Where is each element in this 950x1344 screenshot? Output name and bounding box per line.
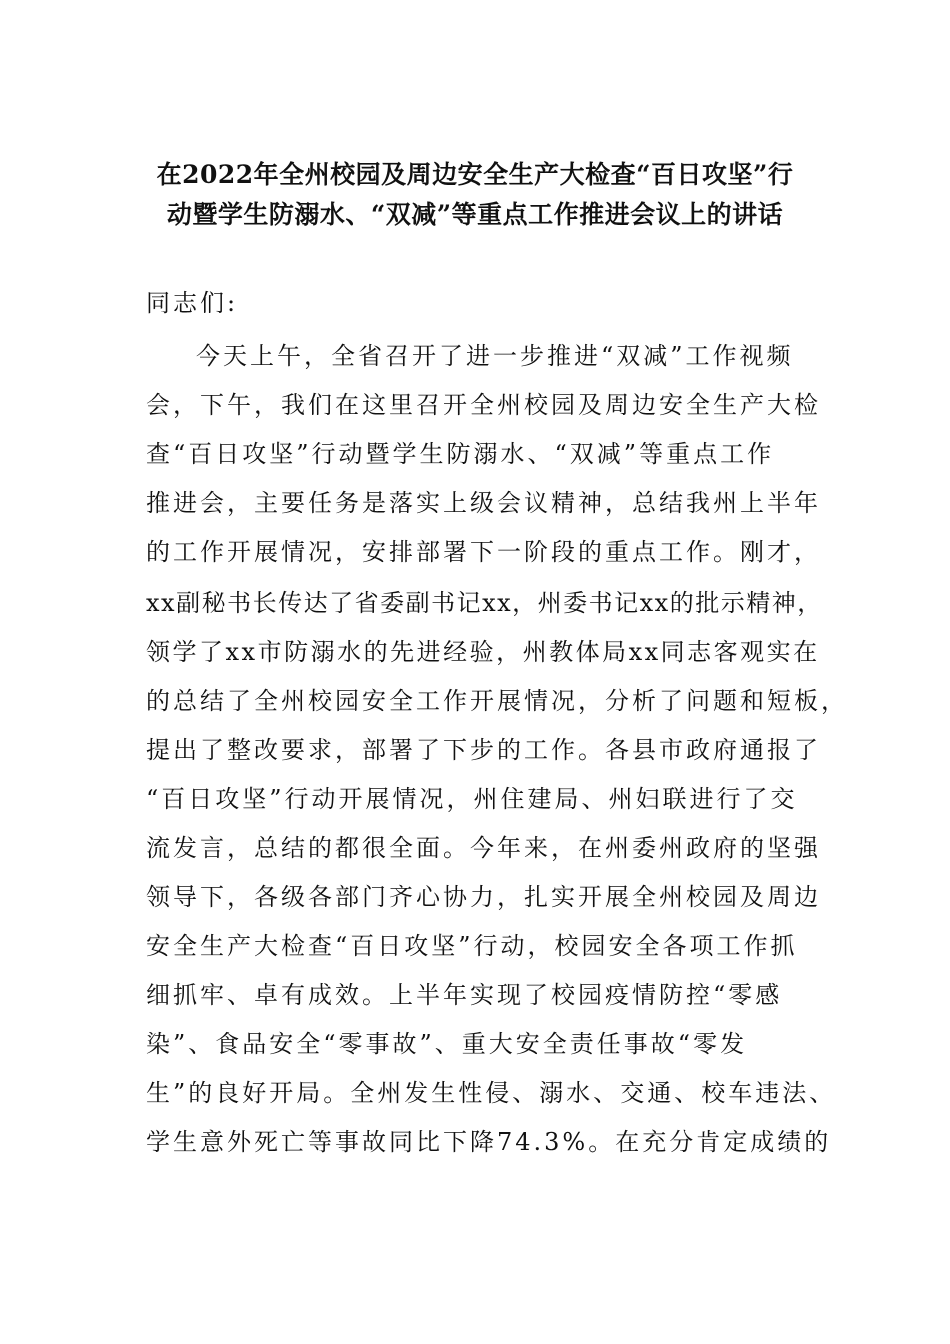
body-line: 查“百日攻坚”行动暨学生防溺水、“双减”等重点工作 [146, 440, 775, 468]
body-line: 生”的良好开局。全州发生性侵、溺水、交通、校车违法、 [146, 1079, 837, 1107]
document-title-line-2: 动暨学生防溺水、“双减”等重点工作推进会议上的讲话 [166, 200, 784, 229]
body-line: 染”、食品安全“零事故”、重大安全责任事故“零发 [146, 1030, 748, 1058]
body-line: 推进会，主要任务是落实上级会议精神，总结我州上半年 [146, 489, 821, 517]
body-line: 领导下，各级各部门齐心协力，扎实开展全州校园及周边 [146, 883, 821, 911]
body-line: 细抓牢、卓有成效。上半年实现了校园疫情防控“零感 [146, 981, 783, 1009]
body-line: 今天上午，全省召开了进一步推进“双减”工作视频 [196, 342, 794, 370]
body-line: xx副秘书长传达了省委副书记xx，州委书记xx的批示精神， [146, 589, 823, 617]
body-line: “百日攻坚”行动开展情况，州住建局、州妇联进行了交 [146, 785, 798, 813]
body-line: 的工作开展情况，安排部署下一阶段的重点工作。刚才， [146, 538, 821, 566]
body-line: 学生意外死亡等事故同比下降74.3%。在充分肯定成绩的 [146, 1128, 832, 1156]
body-line: 安全生产大检查“百日攻坚”行动，校园安全各项工作抓 [146, 932, 798, 960]
body-line: 的总结了全州校园安全工作开展情况，分析了问题和短板， [146, 687, 848, 715]
body-line: 领学了xx市防溺水的先进经验，州教体局xx同志客观实在 [146, 638, 820, 666]
body-line: 提出了整改要求，部署了下步的工作。各县市政府通报了 [146, 736, 821, 764]
body-line: 会，下午，我们在这里召开全州校园及周边安全生产大检 [146, 391, 821, 419]
body-line: 流发言，总结的都很全面。今年来，在州委州政府的坚强 [146, 834, 821, 862]
document-title-line-1: 在2022年全州校园及周边安全生产大检查“百日攻坚”行 [156, 160, 794, 189]
salutation: 同志们: [146, 289, 239, 317]
